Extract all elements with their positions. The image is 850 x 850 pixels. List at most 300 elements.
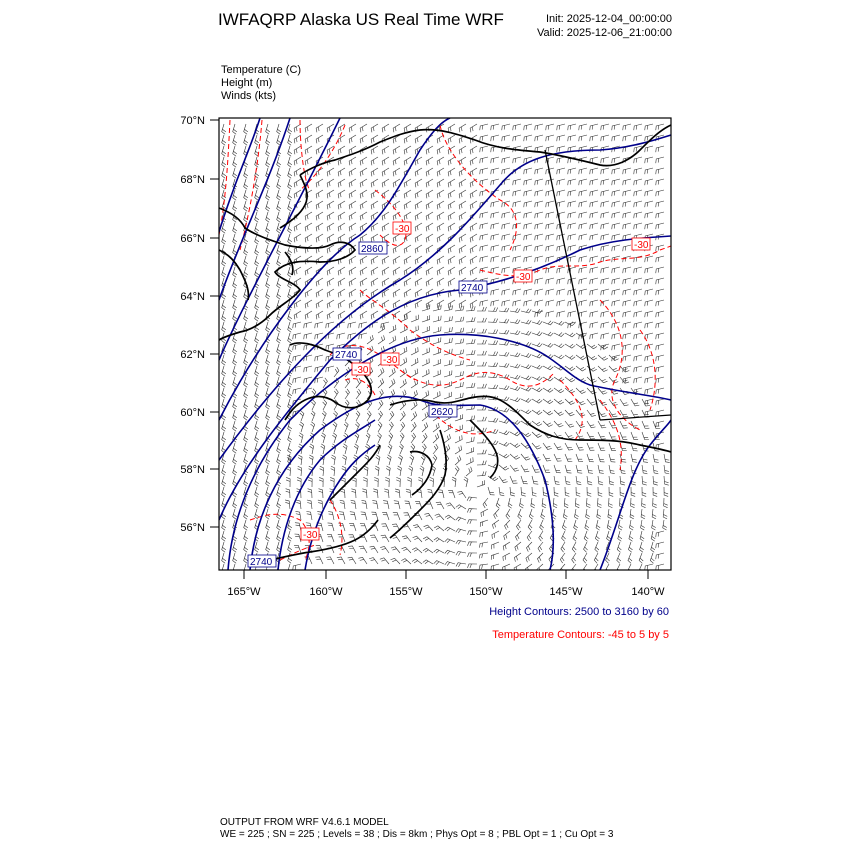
wind-barb xyxy=(513,157,521,163)
wind-barb xyxy=(444,434,450,443)
wind-barb xyxy=(409,466,413,476)
wind-barb xyxy=(532,465,540,472)
wind-barb xyxy=(524,201,532,207)
wind-barb xyxy=(618,531,622,541)
wind-barb xyxy=(393,157,400,165)
wind-barb xyxy=(652,520,656,530)
wind-barb xyxy=(255,333,259,343)
wind-barb xyxy=(345,389,350,399)
wind-barb xyxy=(433,455,437,465)
wind-barb xyxy=(316,212,323,220)
wind-barb xyxy=(288,146,292,156)
wind-barb xyxy=(656,201,664,207)
wind-barb xyxy=(642,421,649,428)
wind-barb xyxy=(568,201,576,207)
wind-barbs xyxy=(222,124,670,574)
wind-barb xyxy=(437,223,444,231)
wind-barb xyxy=(351,500,356,509)
wind-barb xyxy=(382,157,389,165)
wind-barb xyxy=(452,477,456,487)
wind-barb xyxy=(356,378,361,388)
wind-barb xyxy=(411,358,418,366)
wind-barb xyxy=(656,267,664,273)
wind-barb xyxy=(598,399,607,405)
wind-barb xyxy=(488,385,498,389)
wind-barb xyxy=(233,168,237,178)
wind-barb xyxy=(330,477,334,487)
wind-barb xyxy=(541,509,545,519)
height-label: 2620 xyxy=(431,407,454,418)
wind-barb xyxy=(382,223,389,231)
wind-barb xyxy=(233,443,237,453)
temp-label-box xyxy=(632,238,650,251)
wind-barb xyxy=(340,489,345,498)
wind-barb xyxy=(576,465,582,473)
wind-barb xyxy=(400,433,404,443)
wind-barb xyxy=(477,461,486,465)
wind-barb xyxy=(579,311,587,317)
lat-label: 60°N xyxy=(180,407,205,419)
wind-barb xyxy=(244,344,248,354)
wind-barb xyxy=(642,476,647,485)
wind-barb xyxy=(222,322,226,332)
wind-barb xyxy=(459,179,466,187)
model-info-line-1: OUTPUT FROM WRF V4.6.1 MODEL xyxy=(220,817,389,828)
wind-barb xyxy=(554,377,564,381)
wind-barb xyxy=(532,399,542,403)
wind-barb xyxy=(642,487,646,496)
wind-barb xyxy=(380,546,389,553)
wind-barb xyxy=(305,157,312,165)
wind-barb xyxy=(378,422,382,432)
wind-barb xyxy=(502,223,510,229)
wind-barb xyxy=(340,500,345,509)
wind-barb xyxy=(597,509,601,519)
wind-barb xyxy=(448,300,455,308)
wind-barb xyxy=(634,300,642,306)
wind-barb xyxy=(596,520,600,530)
wind-barb xyxy=(266,410,270,420)
wind-barb xyxy=(222,564,226,574)
temp-label-box xyxy=(381,353,399,366)
temperature-contours xyxy=(219,120,671,560)
wind-barb xyxy=(244,410,248,420)
wind-barb xyxy=(515,531,521,541)
wind-barb xyxy=(598,377,607,383)
wind-barb xyxy=(455,435,462,443)
wind-barb xyxy=(375,466,379,476)
wind-barb xyxy=(402,547,411,553)
wind-barb xyxy=(383,501,389,509)
wind-barb xyxy=(510,432,520,436)
wind-barb xyxy=(466,361,475,366)
wind-barb xyxy=(388,444,392,454)
wind-barb xyxy=(344,422,348,432)
height-contours-legend: Height Contours: 2500 to 3160 by 60 xyxy=(489,606,669,618)
wind-barb xyxy=(514,553,521,562)
wind-barb xyxy=(634,179,642,185)
wind-barb xyxy=(601,333,609,339)
wind-barb xyxy=(455,446,462,454)
wind-barb xyxy=(521,353,531,357)
wind-barb xyxy=(532,388,542,392)
wind-barb xyxy=(543,454,551,461)
wind-barb xyxy=(444,392,451,399)
wind-barb xyxy=(477,318,486,322)
wind-barb xyxy=(543,366,553,370)
wind-barb xyxy=(502,300,510,306)
wind-barb xyxy=(480,135,488,141)
wind-barb xyxy=(650,553,654,563)
lat-label: 62°N xyxy=(180,349,205,361)
wind-barb xyxy=(656,146,664,152)
wind-barb xyxy=(277,124,281,134)
wind-barb xyxy=(294,179,301,187)
wind-barb xyxy=(321,444,325,454)
height-label: 2740 xyxy=(461,283,484,294)
wind-barb xyxy=(300,411,304,421)
wind-barb xyxy=(623,300,631,306)
wind-barb xyxy=(609,399,618,406)
wind-barb xyxy=(360,234,367,242)
wind-barb xyxy=(426,179,433,187)
wind-barb xyxy=(422,358,429,366)
wind-barb xyxy=(470,124,477,132)
wind-barb xyxy=(456,563,466,567)
wind-barb xyxy=(382,512,389,520)
wind-barb xyxy=(612,344,620,350)
wind-barb xyxy=(382,168,389,176)
wind-barb xyxy=(554,421,563,427)
wind-barb xyxy=(459,256,466,264)
wind-barb xyxy=(652,509,656,519)
wind-barb xyxy=(466,426,474,432)
wind-barb xyxy=(444,360,452,366)
wind-barb xyxy=(360,523,367,531)
wind-barb xyxy=(645,355,653,361)
wind-barb xyxy=(437,168,444,176)
wind-barb xyxy=(327,289,334,297)
wind-barb xyxy=(590,256,598,262)
wind-barb xyxy=(535,278,543,284)
wind-barb xyxy=(266,487,270,497)
wind-barb xyxy=(415,168,422,176)
wind-barb xyxy=(316,223,323,231)
wind-barb xyxy=(393,256,400,264)
wind-barb xyxy=(437,190,444,198)
wind-barb xyxy=(538,542,543,552)
wind-barb xyxy=(277,278,281,288)
wind-barb xyxy=(503,553,510,561)
coastlines xyxy=(219,125,671,565)
wind-barb xyxy=(631,410,639,417)
wind-barb xyxy=(327,534,334,542)
wind-barb xyxy=(499,308,509,312)
wind-barb xyxy=(266,212,270,222)
wind-barb xyxy=(598,366,608,372)
wind-barb xyxy=(664,476,669,485)
lat-label: 58°N xyxy=(180,464,205,476)
wind-barb xyxy=(293,355,301,361)
wind-barb xyxy=(415,212,422,220)
wind-barb xyxy=(266,399,270,409)
wind-barb xyxy=(598,432,606,439)
wind-barb xyxy=(277,366,281,376)
wind-barb xyxy=(524,168,532,174)
wind-barb xyxy=(579,212,587,218)
wind-barb xyxy=(506,509,510,519)
wind-barb xyxy=(499,408,509,412)
wind-barb xyxy=(466,437,474,443)
wind-barb xyxy=(244,520,248,530)
wind-barb xyxy=(554,332,564,336)
wind-barb xyxy=(360,256,367,264)
wind-barb xyxy=(255,267,259,277)
wind-barb xyxy=(222,157,226,167)
wind-barb xyxy=(491,157,499,163)
wind-barb xyxy=(537,564,543,573)
wind-barb xyxy=(535,212,543,218)
wind-barb xyxy=(502,212,510,218)
wind-barb xyxy=(612,267,620,273)
wind-barb xyxy=(327,311,334,319)
wind-barb xyxy=(331,466,335,476)
wind-barb xyxy=(587,355,597,360)
wind-barb xyxy=(645,278,653,284)
wind-barb xyxy=(415,135,422,143)
wind-barb xyxy=(459,212,466,220)
wind-barb xyxy=(488,374,498,378)
wind-barb xyxy=(601,289,609,295)
wind-barb xyxy=(244,256,248,266)
wind-barb xyxy=(433,444,438,454)
wind-barb xyxy=(334,389,338,399)
wind-barb xyxy=(587,465,593,473)
wind-barb xyxy=(426,245,433,253)
wind-barb xyxy=(393,124,400,132)
wind-barb xyxy=(315,333,323,339)
wind-barb xyxy=(393,168,400,176)
wind-barb xyxy=(222,520,226,530)
wind-barb xyxy=(623,333,631,339)
wind-barb xyxy=(422,315,430,322)
wind-barb xyxy=(645,388,653,394)
wind-barb xyxy=(521,387,531,391)
wind-barb xyxy=(422,380,429,388)
wind-barb xyxy=(623,245,631,251)
wind-barb xyxy=(338,223,345,231)
wind-barb xyxy=(565,333,575,337)
wind-barb xyxy=(426,201,433,209)
wind-barb xyxy=(233,124,237,134)
wind-barb xyxy=(378,411,383,421)
wind-barb xyxy=(404,212,411,220)
wind-barb xyxy=(623,168,631,174)
wind-barb xyxy=(222,377,226,387)
wind-barb xyxy=(572,542,576,552)
wind-barb xyxy=(244,553,248,563)
wind-barb xyxy=(601,212,609,218)
wind-barb xyxy=(448,201,455,209)
wind-barb xyxy=(266,344,270,354)
wind-barb xyxy=(520,498,524,508)
wind-barb xyxy=(244,476,248,486)
wind-barb xyxy=(288,432,292,442)
wind-barb xyxy=(426,157,433,165)
lon-label: 140°W xyxy=(631,586,665,598)
wind-barb xyxy=(575,498,579,508)
wind-barb xyxy=(316,135,323,143)
wind-barb xyxy=(513,124,521,130)
wind-barb xyxy=(572,553,576,563)
wind-barb xyxy=(369,558,378,564)
wind-barb xyxy=(437,300,444,308)
wind-barb xyxy=(400,379,406,388)
wind-barb xyxy=(348,322,356,328)
wind-barb xyxy=(631,454,637,462)
wind-barb xyxy=(562,520,566,530)
wind-barb xyxy=(479,542,488,548)
wind-barb xyxy=(466,328,475,333)
temp-label: -30 xyxy=(634,240,649,251)
wind-barb xyxy=(656,245,664,251)
wind-barb xyxy=(405,501,411,509)
wind-barb xyxy=(535,124,543,130)
wind-barb xyxy=(524,234,532,240)
wind-barb xyxy=(448,212,455,220)
wind-barb xyxy=(400,358,407,366)
wind-barb xyxy=(628,553,632,563)
wind-barb xyxy=(634,190,642,196)
wind-barb xyxy=(645,366,653,372)
wind-barb xyxy=(499,341,509,345)
wind-barb xyxy=(601,267,609,273)
wind-barb xyxy=(255,432,259,442)
wind-barb xyxy=(634,267,642,273)
wind-barb xyxy=(277,531,281,541)
wind-barb xyxy=(499,431,509,435)
wind-barb xyxy=(514,564,521,572)
wind-barb xyxy=(286,489,290,498)
wind-barb xyxy=(576,443,584,450)
wind-barb xyxy=(587,487,591,496)
wind-barb xyxy=(424,525,433,531)
wind-barb xyxy=(656,157,664,163)
wind-barb xyxy=(304,366,312,372)
wind-barb xyxy=(653,498,657,508)
wind-barb xyxy=(288,344,292,354)
wind-barb xyxy=(401,559,411,564)
map-body xyxy=(219,118,671,574)
wind-barb xyxy=(277,212,281,222)
wind-barb xyxy=(477,362,486,366)
wind-barb xyxy=(422,423,428,432)
wind-barb xyxy=(532,410,542,414)
wind-barb xyxy=(584,542,588,552)
wind-barb xyxy=(521,410,531,414)
wind-barb xyxy=(459,245,466,253)
wind-barb xyxy=(371,512,378,520)
wind-barb xyxy=(448,179,455,187)
wind-barb xyxy=(382,267,389,275)
wind-barb xyxy=(411,422,416,432)
wind-barb xyxy=(349,157,356,165)
wind-barb xyxy=(393,245,400,253)
wind-barb xyxy=(437,146,444,154)
wind-barb xyxy=(459,234,466,242)
wind-barb xyxy=(617,553,621,563)
height-label-box xyxy=(359,242,387,255)
wind-barb xyxy=(288,443,292,453)
wind-barb xyxy=(411,412,417,421)
wind-barb xyxy=(528,520,532,530)
wind-barb xyxy=(306,511,312,520)
wind-barb xyxy=(502,245,510,251)
wind-barb xyxy=(488,318,498,322)
wind-barb xyxy=(382,278,389,286)
wind-barb xyxy=(554,476,560,485)
wind-barb xyxy=(502,234,510,240)
wind-barb xyxy=(543,421,553,426)
wind-barb xyxy=(233,267,237,277)
height-label: 2740 xyxy=(335,350,358,361)
wind-barb xyxy=(510,398,520,402)
wind-barb xyxy=(499,476,508,483)
wind-barb xyxy=(433,391,440,399)
wind-barb xyxy=(337,557,345,564)
wind-barb xyxy=(316,124,323,132)
wind-barb xyxy=(466,467,472,476)
wind-barb xyxy=(583,564,587,574)
wind-barb xyxy=(371,146,378,154)
wind-barb xyxy=(623,322,631,328)
wind-barb xyxy=(288,201,292,211)
wind-barb xyxy=(266,355,270,365)
wind-barb xyxy=(568,311,576,317)
wind-barb xyxy=(382,234,389,242)
wind-barb xyxy=(598,465,604,473)
wind-barb xyxy=(554,355,564,359)
wind-barb xyxy=(645,223,653,229)
wind-barb xyxy=(579,190,587,196)
wind-barb xyxy=(510,375,520,379)
wind-barb xyxy=(645,157,653,163)
wind-barb xyxy=(515,542,521,551)
wind-barb xyxy=(554,399,564,404)
wind-barb xyxy=(488,429,498,433)
wind-barb xyxy=(576,421,585,428)
wind-barb xyxy=(266,201,270,211)
wind-barb xyxy=(645,289,653,295)
wind-barb xyxy=(532,376,542,380)
wind-barb xyxy=(255,388,259,398)
wind-barb xyxy=(456,529,466,533)
wind-barb xyxy=(389,422,393,432)
wind-barb xyxy=(400,347,407,355)
wind-barb xyxy=(623,135,631,141)
field-label-temperature: Temperature (C) xyxy=(221,64,302,76)
wind-barb xyxy=(623,267,631,273)
wind-barb xyxy=(277,410,281,420)
wind-barb xyxy=(233,157,237,167)
wind-barb xyxy=(502,289,510,295)
wind-barb xyxy=(595,542,599,552)
wind-barb xyxy=(590,201,598,207)
wind-barb xyxy=(305,135,312,143)
wind-barb xyxy=(601,168,609,174)
wind-barb xyxy=(634,322,642,328)
wind-barb xyxy=(480,223,488,229)
